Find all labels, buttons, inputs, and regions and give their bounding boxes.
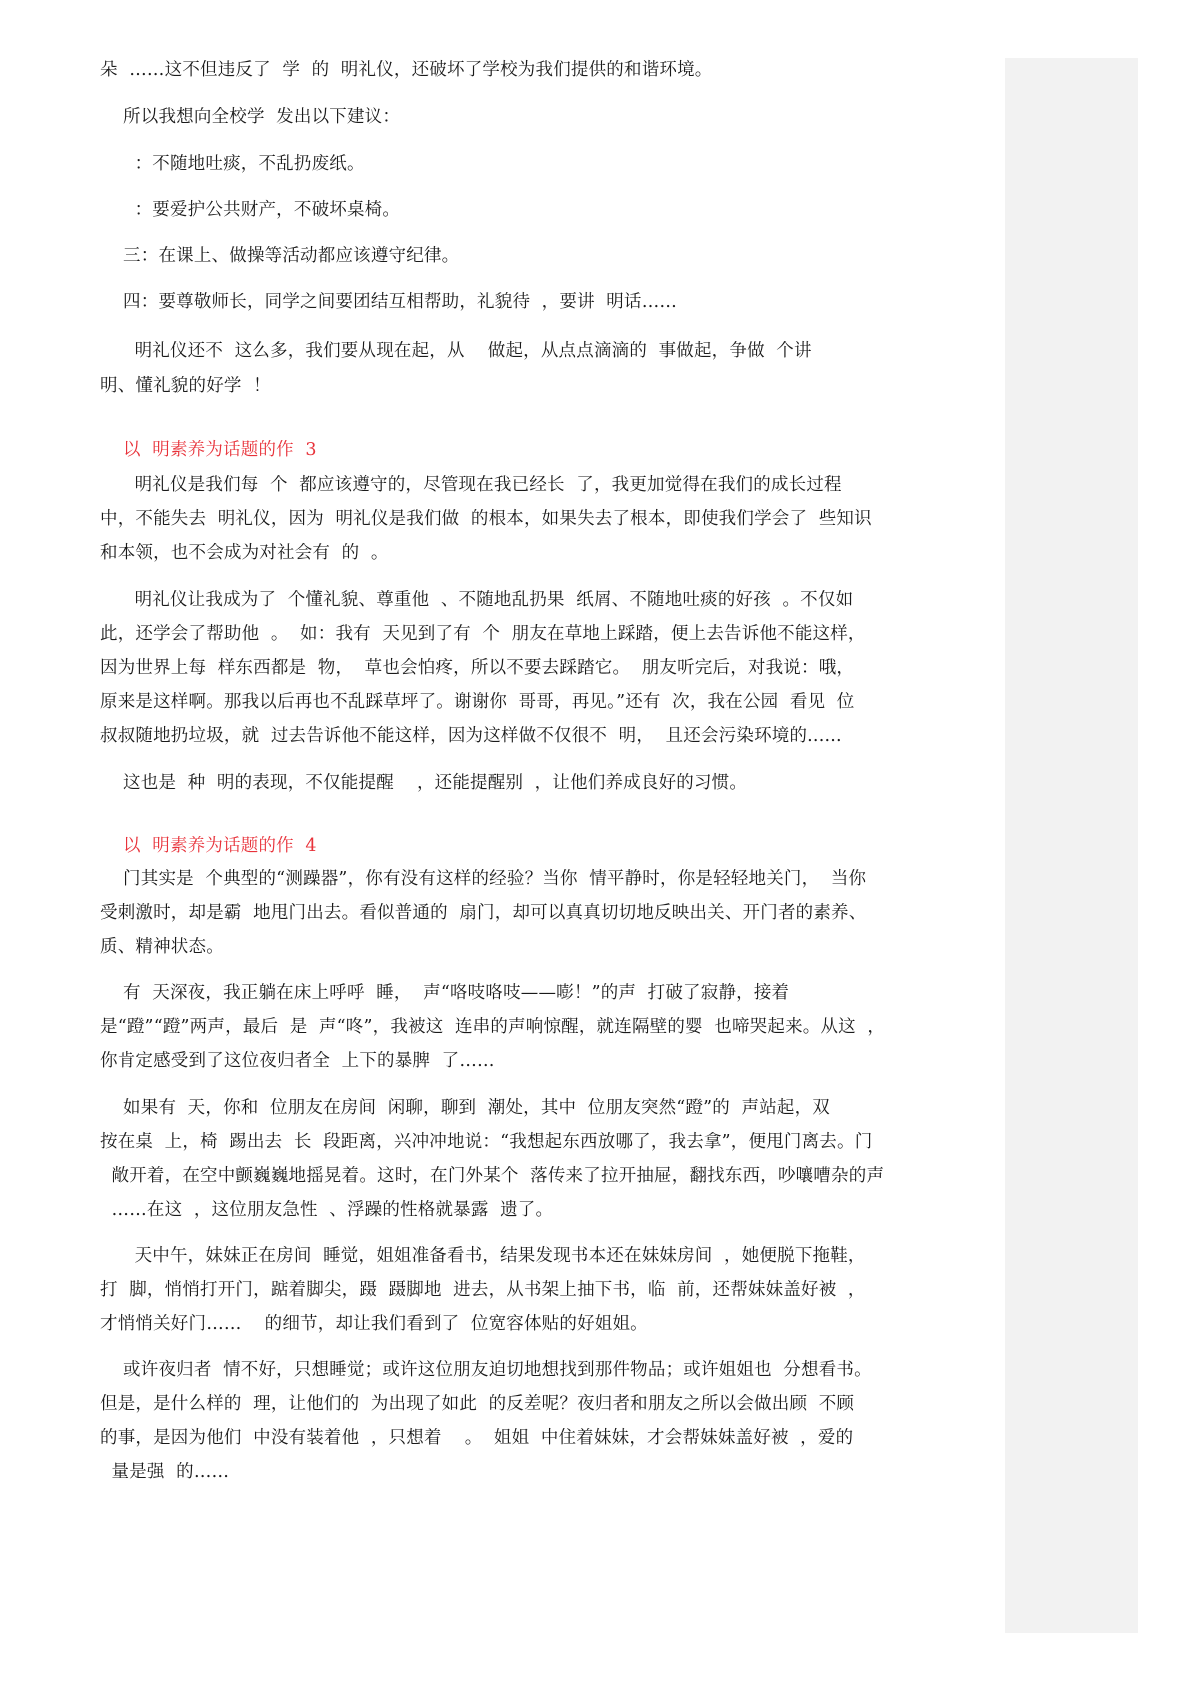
- text-line: 量是强 的……: [100, 1462, 230, 1482]
- text-line: 原来是这样啊。那我以后再也不乱踩草坪了。谢谢你 哥哥，再见。”还有 次，我在公园 看见 位: [100, 692, 855, 712]
- text-line: 叔叔随地扔垃圾，就 过去告诉他不能这样，因为这样做不仅很不 明， 且还会污染环境的......: [100, 726, 842, 746]
- text-line: 如果有 天，你和 位朋友在房间 闲聊，聊到 潮处，其中 位朋友突然“蹬”的 声站起，双: [100, 1098, 830, 1118]
- text-line: 打 脚，悄悄打开门，踮着脚尖，蹑 蹑脚地 进去，从书架上抽下书，临 前，还帮妹妹盖好被 ，: [100, 1280, 866, 1300]
- text-line: 三：在课上、做操等活动都应该遵守纪律。: [100, 246, 460, 266]
- section-heading-4: 以 明素养为话题的作 4: [100, 836, 317, 856]
- text-line: 有 天深夜，我正躺在床上呼呼 睡， 声“咯吱咯吱——嘭！”的声 打破了寂静，接着: [100, 983, 790, 1003]
- text-line: 按在桌 上，椅 踢出去 长 段距离，兴冲冲地说：“我想起东西放哪了，我去拿”，便甩门离去。门: [100, 1132, 873, 1152]
- text-line: 明礼仪是我们每 个 都应该遵守的，尽管现在我已经长 了，我更加觉得在我们的成长过程: [100, 475, 842, 495]
- text-line: 朵 ……这不但违反了 学 的 明礼仪，还破坏了学校为我们提供的和谐环境。: [100, 60, 713, 80]
- text-line: 才悄悄关好门…… 的细节，却让我们看到了 位宽容体贴的好姐姐。: [100, 1314, 648, 1334]
- text-line: 但是，是什么样的 理，让他们的 为出现了如此 的反差呢？夜归者和朋友之所以会做出顾 不顾: [100, 1394, 855, 1414]
- text-line: 受刺激时，却是霸 地甩门出去。看似普通的 扇门，却可以真真切切地反映出关、开门者的素养、: [100, 903, 867, 923]
- text-line: 的事，是因为他们 中没有装着他 ，只想着 。 姐姐 中住着妹妹，才会帮妹妹盖好被 ，爱的: [100, 1428, 854, 1448]
- text-line: 所以我想向全校学 发出以下建议：: [100, 107, 401, 127]
- text-line: 你肯定感受到了这位夜归者全 上下的暴脾 了……: [100, 1051, 495, 1071]
- text-line: 明礼仪让我成为了 个懂礼貌、尊重他 、不随地乱扔果 纸屑、不随地吐痰的好孩 。不仅如: [100, 590, 854, 610]
- right-margin-panel: [1005, 58, 1138, 1633]
- text-line: 敞开着，在空中颤巍巍地摇晃着。这时，在门外某个 落传来了拉开抽屉，翻找东西，吵嚷嘈杂的声: [100, 1166, 885, 1186]
- text-line: 因为世界上每 样东西都是 物， 草也会怕疼，所以不要去踩踏它。 朋友听完后，对我说：哦，: [100, 658, 855, 678]
- text-line: 和本领，也不会成为对社会有 的 。: [100, 543, 389, 563]
- text-line: 或许夜归者 情不好，只想睡觉；或许这位朋友迫切地想找到那件物品；或许姐姐也 分想看书。: [100, 1360, 872, 1380]
- text-line: 天中午，妹妹正在房间 睡觉，姐姐准备看书，结果发现书本还在妹妹房间 ，她便脱下拖鞋，: [100, 1246, 866, 1266]
- text-line: 这也是 种 明的表现，不仅能提醒 ，还能提醒别 ，让他们养成良好的习惯。: [100, 773, 748, 793]
- text-line: 质、精神状态。: [100, 937, 224, 957]
- text-line: ：不随地吐痰，不乱扔废纸。: [100, 154, 365, 174]
- text-line: 明、懂礼貌的好学 ！: [100, 376, 271, 396]
- text-line: 明礼仪还不 这么多，我们要从现在起，从 做起，从点点滴滴的 事做起，争做 个讲: [100, 341, 812, 361]
- text-line: 是“蹬”“蹬”两声，最后 是 声“咚”，我被这 连串的声响惊醒，就连隔壁的婴 也啼哭起来。从这 ，: [100, 1017, 886, 1037]
- text-line: 此，还学会了帮助他 。 如：我有 天见到了有 个 朋友在草地上踩踏，便上去告诉他不能这样，: [100, 624, 866, 644]
- text-line: ……在这 ，这位朋友急性 、浮躁的性格就暴露 遗了。: [100, 1200, 554, 1220]
- text-line: ：要爱护公共财产，不破坏桌椅。: [100, 200, 401, 220]
- section-heading-3: 以 明素养为话题的作 3: [100, 440, 317, 460]
- text-line: 门其实是 个典型的“测躁器”，你有没有这样的经验？当你 情平静时，你是轻轻地关门， 当你: [100, 869, 867, 889]
- text-line: 四：要尊敬师长，同学之间要团结互相帮助，礼貌待 ，要讲 明话……: [100, 292, 678, 312]
- text-line: 中，不能失去 明礼仪，因为 明礼仪是我们做 的根本，如果失去了根本，即使我们学会了 些知识: [100, 509, 872, 529]
